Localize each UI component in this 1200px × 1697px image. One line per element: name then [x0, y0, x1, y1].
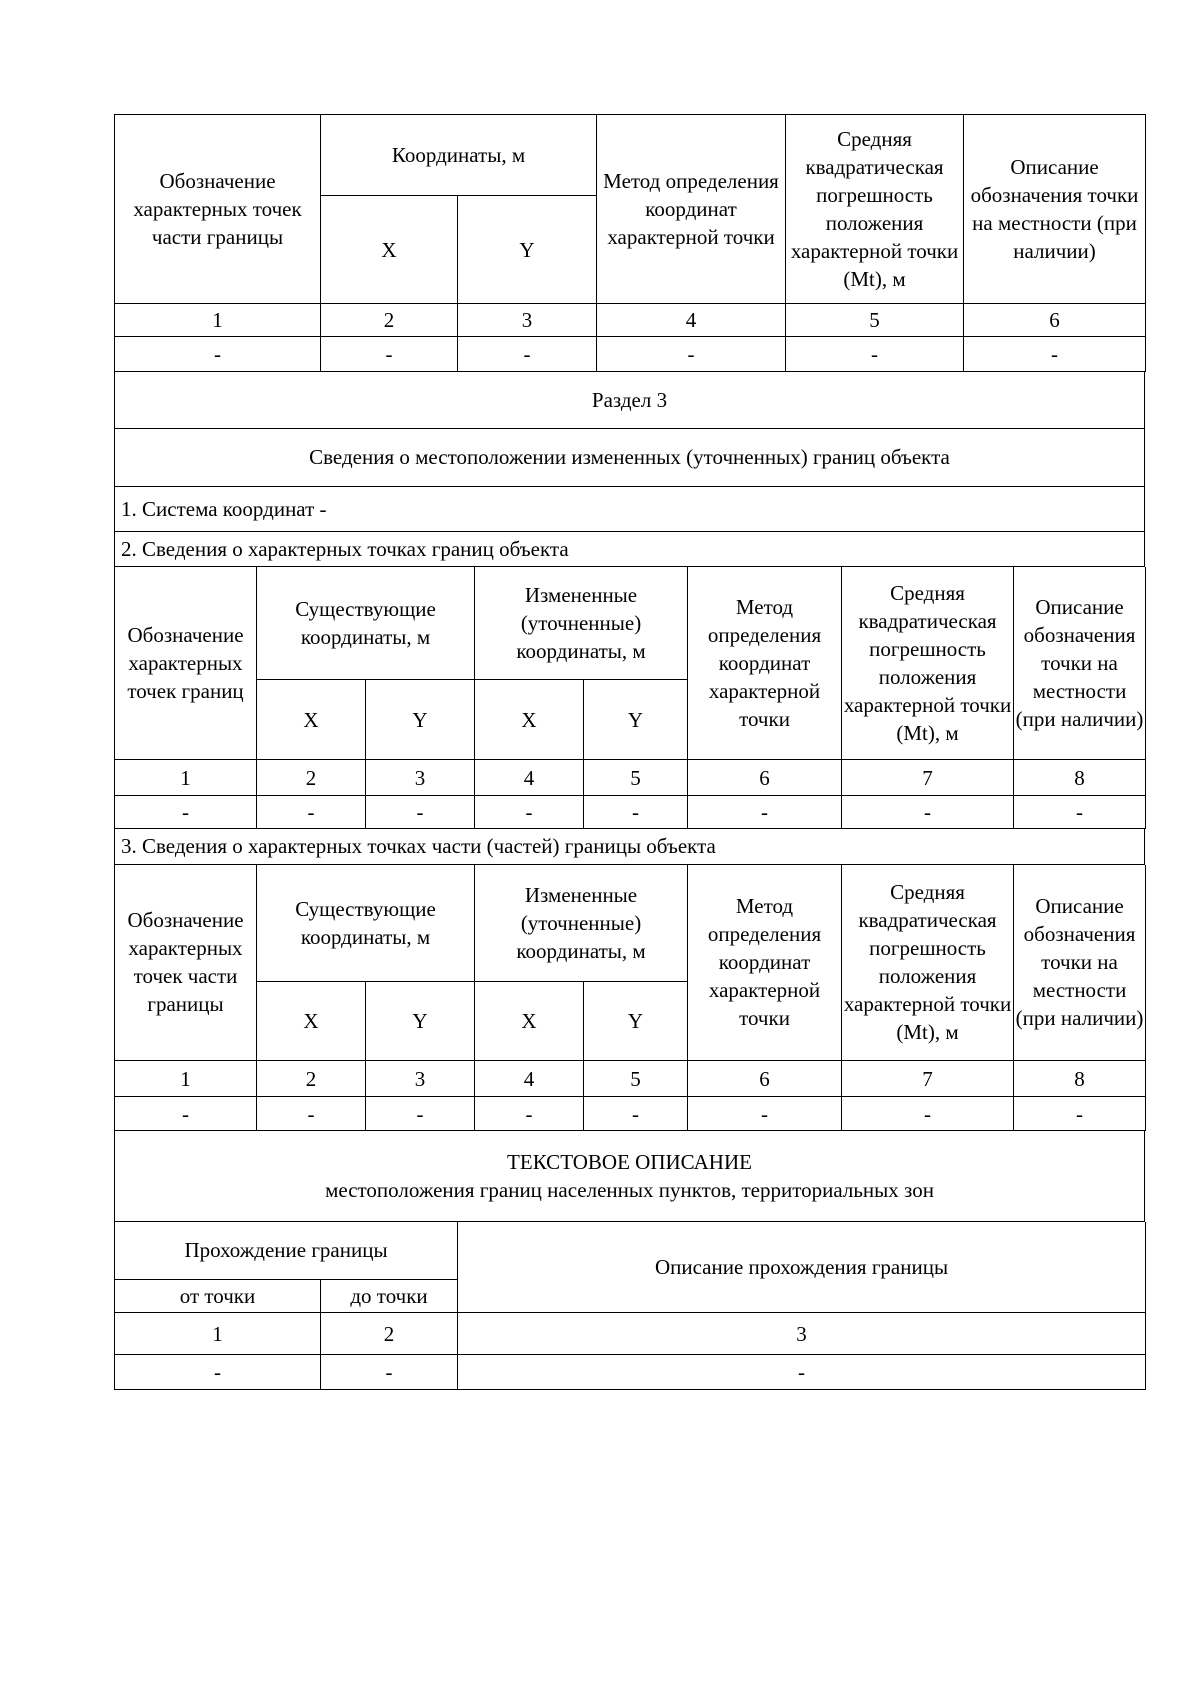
table-cell: - [458, 1355, 1146, 1390]
column-number: 5 [584, 1061, 688, 1097]
table-cell: - [1014, 1097, 1146, 1131]
table-cell: - [964, 337, 1146, 372]
col-header-description: Описание обозначения точки на местности (при наличии) [1014, 567, 1146, 760]
col-header-designation: Обозначение характерных точек границ [115, 567, 257, 760]
col-header-x: X [257, 680, 366, 760]
col-header-y: Y [366, 680, 475, 760]
col-header-existing: Существующие координаты, м [257, 865, 475, 982]
table-boundary-points [114, 567, 1146, 830]
col-header-description: Описание обозначения точки на местности (при наличии) [964, 115, 1146, 304]
column-number: 4 [597, 304, 786, 337]
table-cell: - [366, 796, 475, 829]
column-number: 6 [688, 1061, 842, 1097]
col-header-existing: Существующие координаты, м [257, 567, 475, 680]
col-header-y: Y [584, 982, 688, 1061]
column-number: 7 [842, 760, 1014, 796]
column-number: 1 [115, 304, 321, 337]
table-cell: - [842, 1097, 1014, 1131]
column-number: 4 [475, 760, 584, 796]
table-cell: - [1014, 796, 1146, 829]
parts-section-title: 3. Сведения о характерных точках части (частей) границы объекта [115, 829, 1145, 864]
column-number: 8 [1014, 760, 1146, 796]
section-3-heading [114, 372, 1145, 567]
column-number: 3 [366, 760, 475, 796]
col-header-x: X [321, 196, 458, 304]
table-cell: - [597, 337, 786, 372]
col-header-error: Средняя квадратическая погрешность положения характерной точки (Mt), м [842, 567, 1014, 760]
table-cell: - [115, 1355, 321, 1390]
table-cell: - [475, 1097, 584, 1131]
column-number: 2 [257, 760, 366, 796]
section-title: Раздел 3 [115, 372, 1145, 428]
column-number: 2 [321, 304, 458, 337]
column-number: 8 [1014, 1061, 1146, 1097]
col-header-y: Y [584, 680, 688, 760]
column-number: 7 [842, 1061, 1014, 1097]
column-number: 6 [688, 760, 842, 796]
table-cell: - [584, 796, 688, 829]
table-cell: - [584, 1097, 688, 1131]
table-cell: - [115, 796, 257, 829]
table-cell: - [115, 337, 321, 372]
column-number-row [115, 304, 1146, 337]
col-header-passage-description: Описание прохождения границы [458, 1222, 1146, 1313]
table-cell: - [115, 1097, 257, 1131]
column-number: 1 [115, 1313, 321, 1355]
table-cell: - [458, 337, 597, 372]
col-header-designation: Обозначение характерных точек части границы [115, 115, 321, 304]
column-number: 1 [115, 760, 257, 796]
column-number: 2 [257, 1061, 366, 1097]
col-header-method: Метод определения координат характерной точки [688, 865, 842, 1061]
column-number: 2 [321, 1313, 458, 1355]
column-number: 3 [366, 1061, 475, 1097]
coordinate-system-line: 1. Система координат - [115, 486, 1145, 531]
table-row [115, 1355, 1146, 1390]
table-cell: - [257, 796, 366, 829]
col-header-y: Y [458, 196, 597, 304]
table-cell: - [257, 1097, 366, 1131]
col-header-error: Средняя квадратическая погрешность положения характерной точки (Mt), м [786, 115, 964, 304]
column-number: 3 [458, 304, 597, 337]
table-cell: - [366, 1097, 475, 1131]
table-row [115, 1097, 1146, 1131]
col-header-changed: Измененные (уточненные) координаты, м [475, 865, 688, 982]
col-header-coordinates: Координаты, м [321, 115, 597, 196]
text-description-subtitle: местоположения границ населенных пунктов, территориальных зон [325, 1177, 934, 1202]
text-description-title-cell [115, 1131, 1145, 1221]
column-number: 5 [786, 304, 964, 337]
table-part-boundary-points [114, 114, 1146, 372]
col-header-error: Средняя квадратическая погрешность положения характерной точки (Mt), м [842, 865, 1014, 1061]
table-cell: - [321, 337, 458, 372]
table-part-points [114, 865, 1146, 1132]
column-number: 6 [964, 304, 1146, 337]
column-number: 1 [115, 1061, 257, 1097]
col-header-passage: Прохождение границы [115, 1222, 458, 1280]
points-section-title: 2. Сведения о характерных точках границ объекта [115, 531, 1145, 566]
col-header-method: Метод определения координат характерной точки [597, 115, 786, 304]
column-number: 5 [584, 760, 688, 796]
col-header-description: Описание обозначения точки на местности (при наличии) [1014, 865, 1146, 1061]
col-header-designation: Обозначение характерных точек части границы [115, 865, 257, 1061]
column-number-row [115, 760, 1146, 796]
section-subtitle: Сведения о местоположении измененных (уточненных) границ объекта [115, 428, 1145, 486]
text-description-title: ТЕКСТОВОЕ ОПИСАНИЕ [507, 1149, 752, 1174]
col-header-changed: Измененные (уточненные) координаты, м [475, 567, 688, 680]
column-number: 3 [458, 1313, 1146, 1355]
document-page [114, 114, 1145, 1390]
table-cell: - [475, 796, 584, 829]
column-number-row [115, 1313, 1146, 1355]
text-description-heading [114, 1131, 1145, 1222]
col-header-x: X [475, 680, 584, 760]
col-header-method: Метод определения координат характерной точки [688, 567, 842, 760]
col-header-from-point: от точки [115, 1280, 321, 1313]
col-header-to-point: до точки [321, 1280, 458, 1313]
table-cell: - [786, 337, 964, 372]
column-number-row [115, 1061, 1146, 1097]
table-row [115, 337, 1146, 372]
table-boundary-passage [114, 1222, 1146, 1391]
table-cell: - [321, 1355, 458, 1390]
col-header-x: X [475, 982, 584, 1061]
col-header-x: X [257, 982, 366, 1061]
parts-section-heading [114, 829, 1145, 865]
col-header-y: Y [366, 982, 475, 1061]
table-cell: - [842, 796, 1014, 829]
column-number: 4 [475, 1061, 584, 1097]
table-row [115, 796, 1146, 829]
table-cell: - [688, 1097, 842, 1131]
table-cell: - [688, 796, 842, 829]
